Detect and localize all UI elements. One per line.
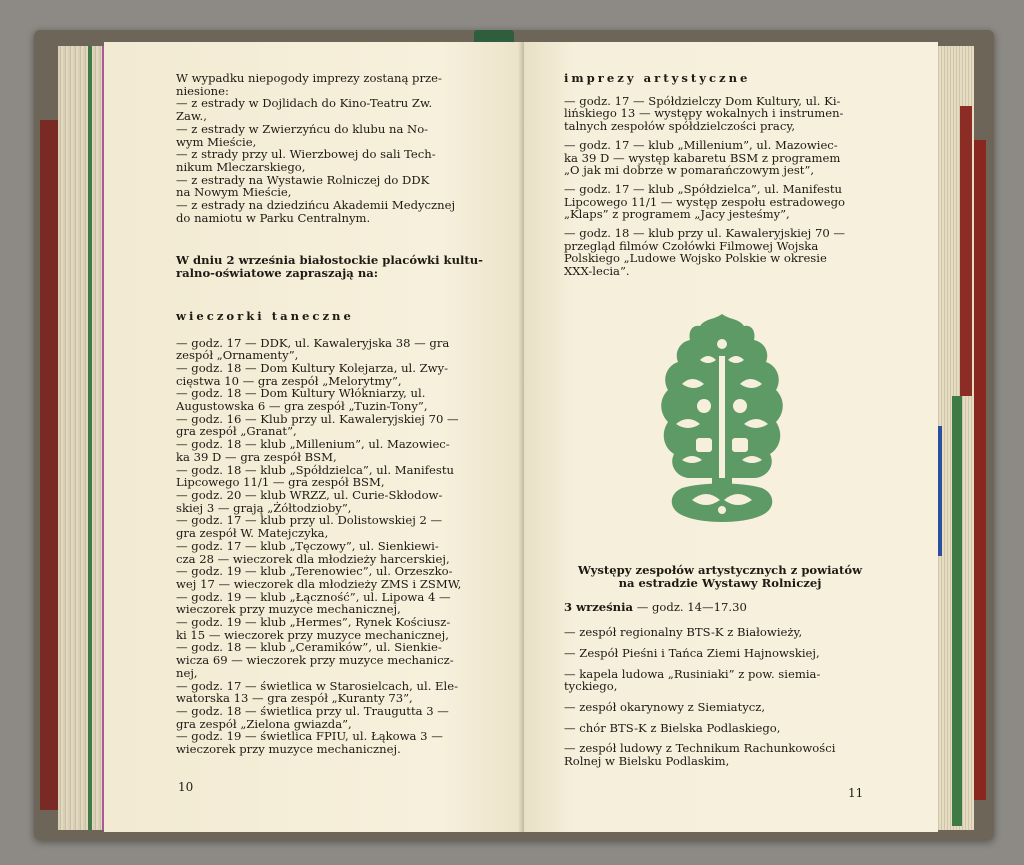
text-line: ka 39 D — gra zespół BSM, bbox=[176, 449, 337, 464]
text-line: Występy zespołów artystycznych z powiatów bbox=[577, 563, 863, 577]
text-line: wym Mieście, bbox=[176, 134, 257, 149]
text-line: — godz. 18 — Dom Kultury Kolejarza, ul. Zwy- bbox=[176, 360, 449, 375]
text-line: — z estrady w Dojlidach do Kino-Teatru Zw. bbox=[176, 96, 433, 111]
text-line: — godz. 19 — klub „Terenowiec”, ul. Orzeszko- bbox=[176, 564, 453, 579]
text-line: ki 15 — wieczorek przy muzyce mechanicznej, bbox=[176, 627, 449, 642]
text-line: „O jak mi dobrze w pomarańczowym jest”, bbox=[564, 163, 815, 178]
text-line: — godz. 19 — świetlica FPIU, ul. Łąkowa 3 — bbox=[176, 729, 443, 744]
text-line: na Nowym Mieście, bbox=[176, 185, 292, 200]
text-line: — godz. 17 — klub „Spółdzielca”, ul. Manifestu bbox=[564, 181, 842, 196]
text-line: — z estrady w Zwierzyńcu do klubu na No- bbox=[176, 121, 429, 136]
text-line: Augustowska 6 — gra zespół „Tuzin-Tony”, bbox=[176, 399, 428, 414]
text-line: lińskiego 13 — występy wokalnych i instrumen- bbox=[564, 106, 844, 121]
text-line: — z estrady na dziedzińcu Akademii Medycznej bbox=[176, 198, 456, 213]
text-line: Lipcowego 11/1 — występ zespołu estradowego bbox=[564, 194, 845, 209]
event-list bbox=[564, 95, 876, 278]
text-line: nikum Mleczarskiego, bbox=[176, 159, 306, 174]
page-number: 10 bbox=[178, 780, 194, 794]
text-line: tyckiego, bbox=[564, 679, 618, 694]
text-line: W dniu 2 września białostockie placówki kultu- bbox=[176, 253, 483, 268]
text-line: do namiotu w Parku Centralnym. bbox=[176, 210, 371, 225]
text-line: cięstwa 10 — gra zespół „Melorytmy”, bbox=[176, 373, 402, 388]
text-line: Rolnej w Bielsku Podlaskim, bbox=[564, 754, 730, 769]
text-line: wieczorek przy muzyce mechanicznej. bbox=[176, 742, 401, 757]
text-line: ralno-oświatowe zapraszają na: bbox=[176, 266, 379, 281]
text-line: XXX-lecia”. bbox=[564, 264, 630, 279]
text-line: — godz. 18 — klub „Millenium”, ul. Mazowiec- bbox=[176, 437, 450, 452]
section-heading bbox=[564, 564, 876, 589]
text-line: Zaw., bbox=[176, 109, 207, 124]
text-line: zespół „Ornamenty”, bbox=[176, 348, 299, 363]
date-time: — godz. 14—17.30 bbox=[636, 600, 747, 615]
text-line: — z estrady na Wystawie Rolniczej do DDK bbox=[176, 172, 430, 187]
section-title: wieczorki taneczne bbox=[176, 308, 354, 323]
text-line: — godz. 17 — świetlica w Starosielcach, ul. Ele- bbox=[176, 678, 459, 693]
text-line: — godz. 18 — Dom Kultury Włókniarzy, ul. bbox=[176, 386, 426, 401]
right-page-lower-text bbox=[564, 564, 876, 768]
text-line: „Klaps” z programem „Jacy jesteśmy”, bbox=[564, 207, 790, 222]
text-line: ka 39 D — występ kabaretu BSM z programem bbox=[564, 150, 841, 165]
text-line: — zespół regionalny BTS-K z Białowieży, bbox=[564, 625, 803, 640]
text-line: wieczorek przy muzyce mechanicznej, bbox=[176, 602, 401, 617]
ensemble-list bbox=[564, 626, 876, 768]
text-line: — godz. 20 — klub WRZZ, ul. Curie-Skłodow- bbox=[176, 487, 443, 502]
text-line: — godz. 18 — klub przy ul. Kawaleryjskiej 70 — bbox=[564, 226, 845, 241]
text-line: — Zespół Pieśni i Tańca Ziemi Hajnowskiej, bbox=[564, 645, 820, 660]
text-line: — godz. 17 — klub „Millenium”, ul. Mazowiec- bbox=[564, 137, 838, 152]
text-line: — godz. 19 — klub „Hermes”, Rynek Kościusz- bbox=[176, 615, 451, 630]
text-line: cza 28 — wieczorek dla młodzieży harcerskiej, bbox=[176, 551, 450, 566]
text-line: W wypadku niepogody imprezy zostaną prze- bbox=[176, 71, 442, 85]
text-line: wicza 69 — wieczorek przy muzyce mechanicz- bbox=[176, 653, 454, 668]
text-line: wej 17 — wieczorek dla młodzieży ZMS i ZSMW, bbox=[176, 576, 462, 591]
event-list bbox=[176, 337, 484, 756]
right-page bbox=[524, 42, 938, 832]
text-line: Polskiego „Ludowe Wojsko Polskie w okresie bbox=[564, 251, 827, 266]
text-line: — godz. 17 — klub „Tęczowy”, ul. Sienkiewi- bbox=[176, 538, 439, 553]
text-line: — godz. 17 — DDK, ul. Kawaleryjska 38 — gra bbox=[176, 335, 450, 350]
text-line: przegląd filmów Czołówki Filmowej Wojska bbox=[564, 238, 819, 253]
right-page-text bbox=[564, 72, 876, 278]
text-line: — godz. 16 — Klub przy ul. Kawaleryjskiej 70 — bbox=[176, 411, 459, 426]
page-edges-left bbox=[58, 46, 108, 830]
text-line: — chór BTS-K z Bielska Podlaskiego, bbox=[564, 720, 781, 735]
left-page-text bbox=[176, 72, 484, 756]
text-line: gra zespół „Zielona gwiazda”, bbox=[176, 716, 352, 731]
text-line: — godz. 18 — klub „Ceramików”, ul. Sienkie- bbox=[176, 640, 442, 655]
text-line: — godz. 17 — klub przy ul. Dolistowskiej 2 — bbox=[176, 513, 443, 528]
folk-papercut-tree-icon bbox=[652, 310, 792, 530]
text-line: — godz. 19 — klub „Łączność”, ul. Lipowa 4 — bbox=[176, 589, 451, 604]
text-line: nej, bbox=[176, 665, 198, 680]
section-title: imprezy artystyczne bbox=[564, 71, 751, 85]
text-line: — z strady przy ul. Wierzbowej do sali Tech- bbox=[176, 147, 436, 162]
date-line bbox=[564, 601, 876, 614]
cover-edge-left bbox=[40, 120, 58, 810]
text-line: — kapela ludowa „Rusiniaki” z pow. siemia- bbox=[564, 666, 821, 681]
text-line: — godz. 18 — klub „Spółdzielca”, ul. Manifestu bbox=[176, 462, 454, 477]
text-line: — godz. 18 — świetlica przy ul. Traugutta 3 — bbox=[176, 703, 449, 718]
left-page bbox=[104, 42, 524, 832]
text-line: — godz. 17 — Spółdzielczy Dom Kultury, ul. Ki- bbox=[564, 93, 841, 108]
page-number: 11 bbox=[848, 786, 864, 800]
text-line: talnych zespołów spółdzielczości pracy, bbox=[564, 119, 796, 134]
text-line: niesione: bbox=[176, 83, 229, 98]
date-label: 3 września bbox=[564, 600, 634, 615]
text-line: Lipcowego 11/1 — gra zespół BSM, bbox=[176, 475, 385, 490]
text-line: — zespół ludowy z Technikum Rachunkowości bbox=[564, 741, 836, 756]
text-line: watorska 13 — gra zespół „Kuranty 73”, bbox=[176, 691, 413, 706]
section-heading bbox=[176, 254, 484, 279]
text-line: gra zespół W. Matejczyka, bbox=[176, 526, 329, 541]
intro-paragraph bbox=[176, 72, 484, 224]
text-line: na estradzie Wystawy Rolniczej bbox=[618, 575, 822, 590]
text-line: gra zespół „Granat”, bbox=[176, 424, 297, 439]
text-line: — zespół okarynowy z Siemiatycz, bbox=[564, 699, 766, 714]
text-line: skiej 3 — grają „Żółtodzioby”, bbox=[176, 500, 352, 515]
